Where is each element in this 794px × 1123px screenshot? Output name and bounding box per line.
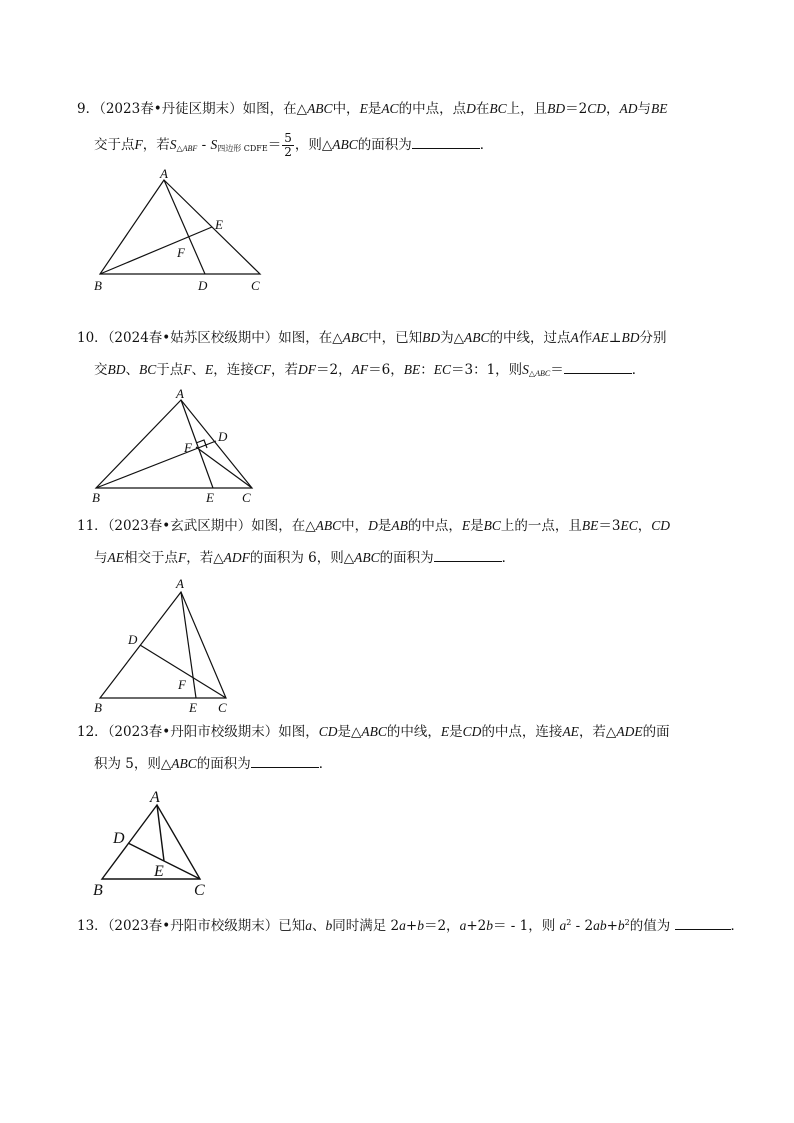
q10-figure-labels [92,386,251,505]
q12-figure-labels [93,789,205,899]
q9-var: AD [619,101,638,116]
q13-text: ＝2， [423,918,460,934]
q11-label-e: E [189,700,197,715]
q13-answer-blank[interactable] [675,917,731,930]
q13-line-1 [77,914,744,935]
q9-label-e: E [215,217,223,232]
q13-text: 已知 [278,918,306,934]
q12-text: 是 [449,724,463,740]
q12-text: 如图， [278,724,319,740]
q13-var: a [459,918,467,933]
q13-var: a [559,918,567,933]
q10-text: 、 [125,362,139,378]
q13-var: ab [593,918,607,933]
q11-var: BC [483,518,501,533]
q10-text: 如图，在△ [278,330,343,346]
q13-source: （2023春•丹阳市校级期末） [107,918,279,934]
q12-label-d: D [113,830,125,847]
q9-text: ． [479,137,494,153]
q11-text: ， [637,518,652,534]
q10-source: （2024春•姑苏区校级期中） [107,330,279,346]
q13-text: ． [730,918,745,934]
q9-text: 在 [475,101,490,117]
q10-var: DF [298,362,317,377]
q11-var: F [178,550,187,565]
q10-text: 中，已知 [368,330,423,346]
q11-line-2 [94,549,515,567]
q11-number: 11． [77,518,108,534]
q10-text: ． [631,362,646,378]
q11-text: 是 [470,518,484,534]
q13-var: b [486,918,493,933]
q9-area-symbol: S [210,137,218,152]
q12-var: ABC [361,724,387,739]
q10-text: ＝3：1，则 [450,362,523,378]
q12-label-a: A [150,789,160,806]
q10-answer-blank[interactable] [564,361,632,374]
q9-var: E [359,101,368,116]
q9-text: - [197,137,211,153]
q11-text: ＝3 [598,518,621,534]
q9-text: 中， [332,101,360,117]
q13-text: +2 [466,918,487,934]
q12-source: （2023春•丹阳市校级期末） [107,724,279,740]
q11-line-1 [77,517,670,535]
q12-var: AE [562,724,579,739]
q13-text: 、 [312,918,326,934]
q12-text: 是△ [337,724,362,740]
q11-answer-blank[interactable] [434,549,502,562]
q11-var: CD [651,518,671,533]
q11-text: ，若△ [186,550,224,566]
q12-label-e: E [154,863,164,880]
q9-var: ABC [307,101,333,116]
q11-label-a: A [176,576,184,591]
q10-text: 交 [94,362,108,378]
q12-var: CD [462,724,482,739]
q12-number: 12． [77,724,108,740]
q10-subscript: △ABC [528,369,551,378]
q13-text: 同时满足 2 [332,918,400,934]
q13-var: b [617,918,625,933]
q10-figure [96,400,252,488]
q12-text: 的中点，连接 [481,724,563,740]
q10-var: ABC [464,330,490,345]
q11-var: AE [107,550,124,565]
q11-source: （2023春•玄武区期中） [107,518,252,534]
q12-var: CD [318,724,338,739]
q10-var: BD [107,362,126,377]
q10-var: EC [433,362,451,377]
q10-var: E [205,362,214,377]
q10-var: BD [621,330,640,345]
q13-var: a [305,918,313,933]
q10-line-2 [94,361,645,383]
q10-text: 、 [191,362,206,378]
q12-line-1 [77,723,670,741]
q11-text: 如图，在△ [251,518,316,534]
q11-label-b: B [94,700,102,715]
q9-source: （2023春•丹徒区期末） [99,101,243,117]
q9-text: 上，且 [506,101,548,117]
q13-text: 的值为 [629,918,675,934]
q10-var: CF [253,362,272,377]
q9-subscript: △ABF [176,144,198,153]
q11-triangle [100,592,226,698]
q11-label-c: C [218,700,227,715]
q10-text: 于点 [156,362,184,378]
q10-triangle [96,400,252,488]
q12-text: 的面积为 [196,756,251,772]
q9-var: BD [547,101,566,116]
q13-var: b [325,918,333,933]
q11-text: 是 [377,518,392,534]
q13-text: - 2 [571,918,594,934]
q9-text: ，若 [142,137,170,153]
q11-figure [100,592,226,698]
q10-var: BD [422,330,441,345]
q11-label-d: D [128,632,138,647]
q12-text: 的面 [642,724,670,740]
q9-var: F [134,137,143,152]
q10-text: ＝6， [368,362,404,378]
q9-label-c: C [251,278,260,293]
q10-area-symbol: S [522,362,529,377]
q12-var: ADE [616,724,643,739]
q9-var: AC [381,101,399,116]
q11-text: 中， [341,518,369,534]
q9-subscript: 四边形 CDFE [217,144,268,153]
q10-text: 分别 [639,330,667,346]
q9-text: ， [605,101,620,117]
q9-text: 交于点 [94,137,135,153]
q9-label-b: B [94,278,102,293]
q10-line-1 [77,329,667,347]
q10-var: AF [351,362,369,377]
q13-text: + [405,918,418,934]
q10-var: BE [403,362,421,377]
q10-text: 的中线，过点 [489,330,571,346]
q10-text: 为△ [440,330,465,346]
q10-label-b: B [92,490,100,505]
q9-text: 与 [637,101,651,117]
q9-var: BC [489,101,507,116]
q10-label-a: A [176,386,184,401]
q11-text: 的面积为 6，则△ [249,550,355,566]
q10-text: 作 [578,330,593,346]
q10-label-d: D [218,429,228,444]
q10-label-f: F [184,440,192,455]
q10-number: 10． [77,330,108,346]
q13-text: ＝ - 1，则 [492,918,560,934]
q9-label-a: A [160,166,168,181]
q9-label-d: D [198,278,208,293]
q9-frac-num: 5 [284,131,292,145]
q9-text: ＝ [267,137,282,153]
q11-var: AB [391,518,408,533]
q12-var: E [440,724,450,739]
q11-label-f: F [178,677,186,692]
q10-text: ： [420,362,434,378]
q12-segment-ae [157,805,164,861]
q11-text: 的中点， [407,518,462,534]
q9-label-f: F [177,245,185,260]
q10-label-e: E [206,490,214,505]
q9-var: D [466,101,476,116]
q12-text: 的中线， [386,724,441,740]
q10-text: ＝ [550,362,564,378]
q10-text: ，若 [271,362,299,378]
q9-text: 是 [367,101,382,117]
q11-var: ADF [223,550,250,565]
q10-text: ，连接 [213,362,254,378]
q11-figure-labels [94,576,227,715]
q12-line-2 [94,755,332,773]
q11-var: E [461,518,471,533]
q9-text: ，则△ [294,137,333,153]
q11-var: D [368,518,378,533]
q11-var: BE [581,518,599,533]
q12-var: ABC [171,756,197,771]
q13-exponent: 2 [566,918,572,927]
q13-text: + [606,918,618,934]
q9-text: ＝2 [565,101,588,117]
q11-var: ABC [315,518,342,533]
q10-var: ABC [342,330,369,345]
q9-area-symbol: S [169,137,177,152]
q10-var: A [570,330,579,345]
q12-text: 积为 5，则△ [94,756,172,772]
q11-var: EC [620,518,638,533]
q10-var: BC [139,362,157,377]
q9-number: 9． [77,101,100,117]
q10-text: ＝2， [316,362,352,378]
q9-text: 的面积为 [357,137,412,153]
q9-var: BE [650,101,668,116]
q10-var: F [183,362,192,377]
q11-text: ． [501,550,516,566]
q10-text: ⊥ [608,330,622,346]
q12-text: ． [318,756,333,772]
q11-text: 与 [94,550,108,566]
q9-var: CD [587,101,606,116]
q12-label-b: B [93,882,103,899]
q13-exponent: 2 [624,918,630,927]
q13-number: 13． [77,918,108,934]
q12-label-c: C [194,882,205,899]
q13-var: a [399,918,406,933]
q9-text: 如图，在△ [242,101,308,117]
q12-text: ，若△ [578,724,617,740]
q12-answer-blank[interactable] [251,755,319,768]
q9-var: ABC [332,137,358,152]
q13-var: b [417,918,424,933]
q11-text: 相交于点 [124,550,178,566]
q11-var: ABC [354,550,380,565]
q9-frac-den: 2 [284,145,292,159]
q10-var: AE [592,330,609,345]
q11-text: 的面积为 [379,550,434,566]
q9-text: 的中点，点 [398,101,467,117]
q10-label-c: C [242,490,251,505]
q11-text: 上的一点，且 [500,518,582,534]
